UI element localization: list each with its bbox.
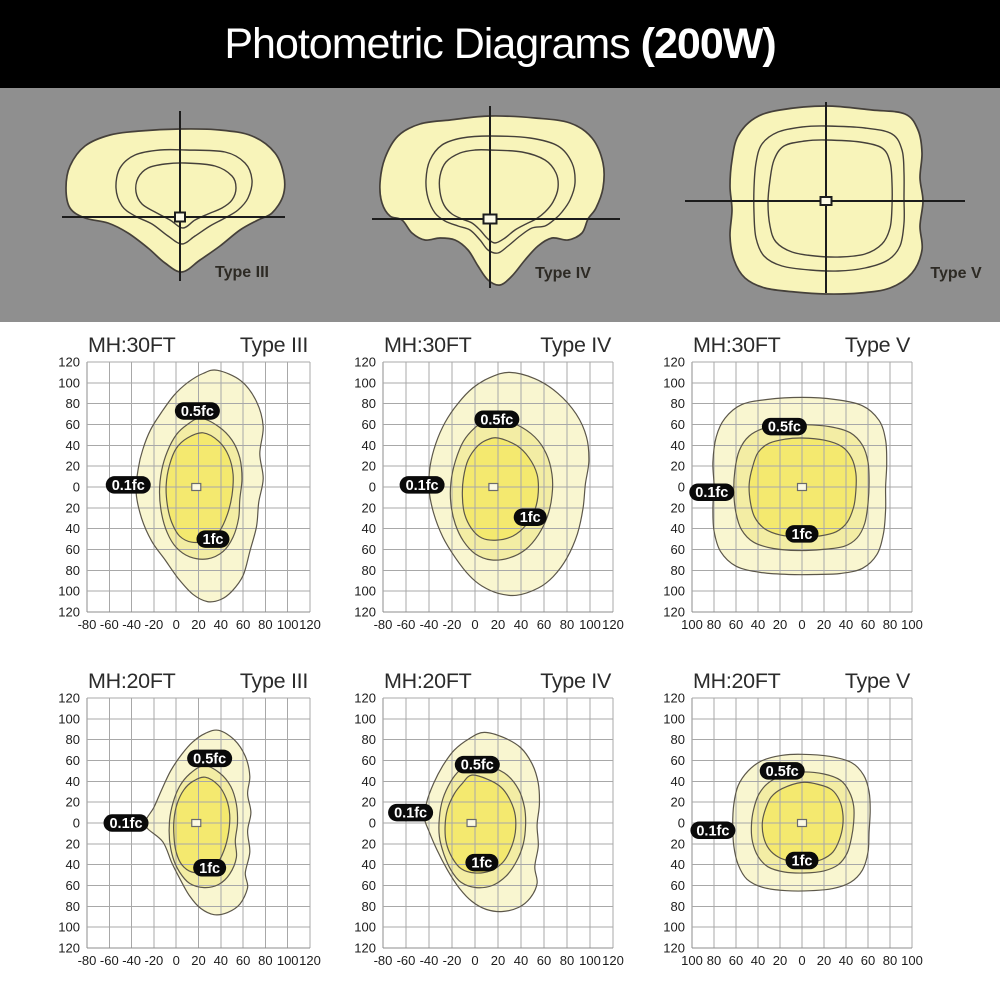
x-tick-label: -40 — [122, 617, 141, 632]
x-tick-label: 100 — [901, 953, 923, 968]
y-tick-label: 60 — [670, 542, 685, 557]
label-pill-text-1fc: 1fc — [471, 855, 493, 872]
y-tick-label: 100 — [663, 583, 685, 599]
label-pill-text-1fc: 1fc — [519, 510, 541, 527]
x-tick-label: 40 — [213, 953, 229, 968]
x-tick-label: 20 — [191, 617, 206, 632]
page-title-wattage: (200W) — [640, 19, 776, 68]
x-tick-label: 40 — [513, 617, 529, 632]
x-tick-label: 80 — [706, 953, 722, 968]
charts-grid-svg — [0, 322, 1000, 1000]
y-tick-label: 120 — [58, 604, 80, 620]
y-tick-label: 40 — [65, 521, 80, 537]
y-tick-label: 120 — [663, 354, 685, 370]
y-tick-label: 100 — [663, 919, 685, 935]
beam-type-label: Type IV — [535, 265, 591, 282]
label-pill-text-0.1fc: 0.1fc — [394, 805, 428, 822]
beam-diagram-band — [0, 88, 1000, 322]
x-tick-label: 40 — [513, 953, 529, 968]
y-tick-label: 80 — [670, 562, 685, 578]
x-tick-label: -40 — [419, 953, 439, 968]
x-tick-label: 0 — [471, 953, 479, 968]
x-tick-label: 40 — [750, 953, 766, 968]
chart-mh-20ft-type-iii — [58, 669, 321, 968]
x-tick-label: -60 — [396, 953, 416, 968]
y-tick-label: 20 — [65, 794, 80, 810]
y-tick-label: 0 — [368, 479, 376, 495]
y-tick-label: 20 — [670, 500, 685, 516]
y-tick-label: 40 — [361, 773, 376, 789]
x-axis-ticks — [681, 617, 923, 632]
beam-fixture-marker — [821, 197, 832, 205]
x-tick-label: 20 — [490, 617, 506, 632]
y-tick-label: 20 — [670, 836, 685, 852]
label-pill-text-1fc: 1fc — [202, 532, 224, 549]
x-tick-label: 0 — [798, 617, 806, 632]
beam-fixture-marker — [175, 213, 185, 222]
x-tick-label: 0 — [471, 617, 479, 632]
x-tick-label: 60 — [860, 617, 876, 632]
center-marker — [798, 484, 807, 491]
y-tick-label: 0 — [72, 479, 80, 495]
chart-title-distribution-type: Type IV — [540, 333, 611, 357]
chart-title-distribution-type: Type IV — [540, 669, 611, 693]
x-tick-label: 100 — [681, 953, 703, 968]
x-tick-label: -20 — [442, 617, 462, 632]
label-pill-text-0.1fc: 0.1fc — [109, 816, 143, 832]
y-tick-label: 20 — [65, 836, 80, 852]
x-tick-label: -40 — [419, 617, 439, 632]
x-tick-label: -60 — [99, 617, 119, 632]
y-tick-label: 100 — [354, 375, 376, 391]
x-tick-label: 100 — [276, 953, 299, 968]
chart-title-mounting-height: MH:20FT — [384, 669, 472, 693]
center-marker — [192, 484, 201, 491]
y-tick-label: 100 — [663, 375, 685, 391]
y-tick-label: 20 — [65, 500, 80, 516]
y-tick-label: 100 — [354, 919, 376, 935]
x-tick-label: 80 — [258, 617, 273, 632]
y-tick-label: 60 — [65, 878, 80, 893]
y-axis-ticks — [58, 355, 80, 620]
x-tick-label: 20 — [816, 617, 832, 632]
beam-diagram-type-v — [685, 102, 982, 294]
page-title-main: Photometric Diagrams — [224, 19, 630, 68]
x-tick-label: 20 — [490, 953, 506, 968]
x-tick-label: 20 — [191, 953, 206, 968]
x-tick-label: 60 — [536, 617, 552, 632]
y-tick-label: 120 — [663, 604, 685, 620]
x-axis-ticks — [78, 953, 321, 968]
x-tick-label: 100 — [276, 617, 299, 632]
y-tick-label: 40 — [670, 437, 685, 453]
x-tick-label: 80 — [882, 617, 898, 632]
y-tick-label: 120 — [354, 354, 376, 370]
x-tick-label: -80 — [373, 617, 393, 632]
y-tick-label: 120 — [354, 940, 376, 956]
y-tick-label: 0 — [677, 479, 685, 495]
x-tick-label: 100 — [579, 953, 601, 968]
label-pill-text-0.5fc: 0.5fc — [460, 757, 494, 774]
x-tick-label: 80 — [258, 953, 273, 968]
beam-diagram-type-iii — [62, 111, 285, 281]
y-axis-ticks — [354, 355, 376, 620]
chart-mh-30ft-type-iii — [58, 333, 321, 632]
y-tick-label: 20 — [65, 458, 80, 474]
x-tick-label: 80 — [882, 953, 898, 968]
x-tick-label: -20 — [144, 617, 164, 632]
y-tick-label: 40 — [65, 857, 80, 873]
center-marker — [798, 820, 807, 827]
y-tick-label: 40 — [65, 773, 80, 789]
label-pill-text-0.1fc: 0.1fc — [405, 477, 439, 494]
y-tick-label: 120 — [58, 690, 80, 706]
y-tick-label: 20 — [670, 458, 685, 474]
x-tick-label: 60 — [235, 953, 251, 968]
chart-mh-30ft-type-v — [663, 333, 923, 632]
x-tick-label: 40 — [838, 617, 854, 632]
y-tick-label: 80 — [361, 732, 376, 748]
y-tick-label: 0 — [677, 815, 685, 831]
label-pill-text-1fc: 1fc — [791, 853, 813, 870]
y-tick-label: 80 — [65, 898, 80, 914]
label-pill-text-0.1fc: 0.1fc — [111, 477, 145, 494]
x-axis-ticks — [78, 617, 321, 632]
y-tick-label: 80 — [361, 562, 376, 578]
y-tick-label: 0 — [72, 815, 80, 831]
x-tick-label: 120 — [299, 953, 321, 968]
x-tick-label: 60 — [728, 953, 744, 968]
x-tick-label: 100 — [901, 617, 923, 632]
x-tick-label: 20 — [772, 617, 788, 632]
y-tick-label: 120 — [663, 940, 685, 956]
x-tick-label: -60 — [99, 953, 119, 968]
chart-title-distribution-type: Type III — [239, 333, 308, 357]
x-tick-label: -60 — [396, 617, 416, 632]
x-tick-label: 100 — [681, 617, 703, 632]
y-tick-label: 100 — [354, 583, 376, 599]
y-tick-label: 100 — [58, 919, 80, 935]
y-tick-label: 80 — [65, 562, 80, 578]
y-tick-label: 120 — [58, 354, 80, 370]
y-tick-label: 100 — [58, 583, 80, 599]
chart-title-mounting-height: MH:30FT — [693, 333, 781, 357]
x-tick-label: 60 — [536, 953, 552, 968]
y-tick-label: 80 — [65, 396, 80, 412]
x-tick-label: -20 — [144, 953, 164, 968]
x-tick-label: 20 — [816, 953, 832, 968]
x-axis-ticks — [681, 953, 923, 968]
y-tick-label: 100 — [58, 711, 80, 727]
y-tick-label: 40 — [361, 857, 376, 873]
x-tick-label: 0 — [798, 953, 806, 968]
y-tick-label: 20 — [361, 794, 376, 810]
y-axis-ticks — [663, 355, 685, 620]
y-tick-label: 60 — [361, 753, 376, 768]
y-axis-ticks — [58, 691, 80, 956]
y-tick-label: 40 — [670, 857, 685, 873]
label-pill-text-0.5fc: 0.5fc — [480, 412, 514, 429]
beam-type-label: Type III — [215, 264, 269, 281]
x-tick-label: 60 — [728, 617, 744, 632]
x-tick-label: 0 — [172, 953, 180, 968]
x-tick-label: 20 — [772, 953, 788, 968]
y-tick-label: 120 — [354, 690, 376, 706]
x-axis-ticks — [374, 953, 624, 968]
x-tick-label: 100 — [579, 617, 601, 632]
y-tick-label: 80 — [670, 732, 685, 748]
label-pill-text-0.5fc: 0.5fc — [767, 419, 801, 436]
y-tick-label: 60 — [361, 878, 376, 893]
beam-diagram-type-iv — [372, 106, 620, 288]
y-tick-label: 40 — [65, 437, 80, 453]
chart-mh-20ft-type-iv — [354, 669, 624, 968]
label-pill-text-0.1fc: 0.1fc — [696, 823, 730, 840]
y-tick-label: 80 — [65, 732, 80, 748]
x-tick-label: 60 — [235, 617, 251, 632]
x-tick-label: -40 — [122, 953, 141, 968]
chart-title-mounting-height: MH:20FT — [693, 669, 781, 693]
chart-mh-20ft-type-v — [663, 669, 923, 968]
x-tick-label: 80 — [559, 953, 575, 968]
chart-title-mounting-height: MH:20FT — [88, 669, 176, 693]
x-tick-label: -80 — [373, 953, 393, 968]
x-tick-label: 80 — [706, 617, 722, 632]
x-tick-label: -80 — [77, 617, 97, 632]
y-tick-label: 100 — [58, 375, 80, 391]
center-marker — [192, 820, 201, 827]
chart-title-distribution-type: Type V — [844, 669, 910, 693]
page-title — [224, 20, 775, 69]
y-tick-label: 100 — [663, 711, 685, 727]
y-tick-label: 60 — [361, 417, 376, 432]
chart-title-mounting-height: MH:30FT — [88, 333, 176, 357]
chart-title-distribution-type: Type V — [844, 333, 910, 357]
label-pill-text-0.1fc: 0.1fc — [695, 485, 729, 502]
beam-fixture-marker — [484, 215, 497, 224]
label-pill-text-0.5fc: 0.5fc — [765, 763, 799, 780]
charts-section — [0, 322, 1000, 1000]
x-tick-label: 40 — [750, 617, 766, 632]
center-marker — [489, 484, 498, 491]
label-pill-text-1fc: 1fc — [791, 526, 813, 543]
x-tick-label: 80 — [559, 617, 575, 632]
y-tick-label: 60 — [65, 542, 80, 557]
x-axis-ticks — [374, 617, 624, 632]
y-tick-label: 80 — [361, 396, 376, 412]
y-tick-label: 60 — [65, 753, 80, 768]
y-axis-ticks — [663, 691, 685, 956]
label-pill-text-1fc: 1fc — [199, 860, 221, 877]
y-tick-label: 80 — [670, 898, 685, 914]
y-axis-ticks — [354, 691, 376, 956]
y-tick-label: 40 — [670, 773, 685, 789]
page-header — [0, 0, 1000, 88]
chart-mh-30ft-type-iv — [354, 333, 624, 632]
y-tick-label: 20 — [361, 458, 376, 474]
center-marker — [467, 820, 476, 827]
x-tick-label: -80 — [77, 953, 97, 968]
x-tick-label: 120 — [602, 617, 624, 632]
x-tick-label: 60 — [860, 953, 876, 968]
chart-title-mounting-height: MH:30FT — [384, 333, 472, 357]
y-tick-label: 60 — [361, 542, 376, 557]
y-tick-label: 40 — [361, 437, 376, 453]
label-pill-text-0.5fc: 0.5fc — [193, 751, 227, 768]
y-tick-label: 80 — [361, 898, 376, 914]
x-tick-label: 40 — [838, 953, 854, 968]
x-tick-label: 120 — [299, 617, 321, 632]
x-tick-label: 120 — [602, 953, 624, 968]
y-tick-label: 40 — [670, 521, 685, 537]
y-tick-label: 20 — [361, 500, 376, 516]
y-tick-label: 120 — [58, 940, 80, 956]
y-tick-label: 60 — [670, 878, 685, 893]
y-tick-label: 100 — [354, 711, 376, 727]
label-pill-text-0.5fc: 0.5fc — [180, 403, 214, 420]
y-tick-label: 40 — [361, 521, 376, 537]
x-tick-label: 40 — [213, 617, 229, 632]
x-tick-label: -20 — [442, 953, 462, 968]
y-tick-label: 60 — [670, 417, 685, 432]
y-tick-label: 80 — [670, 396, 685, 412]
y-tick-label: 120 — [663, 690, 685, 706]
chart-title-distribution-type: Type III — [239, 669, 308, 693]
y-tick-label: 120 — [354, 604, 376, 620]
y-tick-label: 20 — [670, 794, 685, 810]
beam-diagrams-svg — [0, 88, 1000, 322]
y-tick-label: 0 — [368, 815, 376, 831]
beam-type-label: Type V — [930, 265, 982, 282]
y-tick-label: 20 — [361, 836, 376, 852]
y-tick-label: 60 — [65, 417, 80, 432]
x-tick-label: 0 — [172, 617, 180, 632]
y-tick-label: 60 — [670, 753, 685, 768]
